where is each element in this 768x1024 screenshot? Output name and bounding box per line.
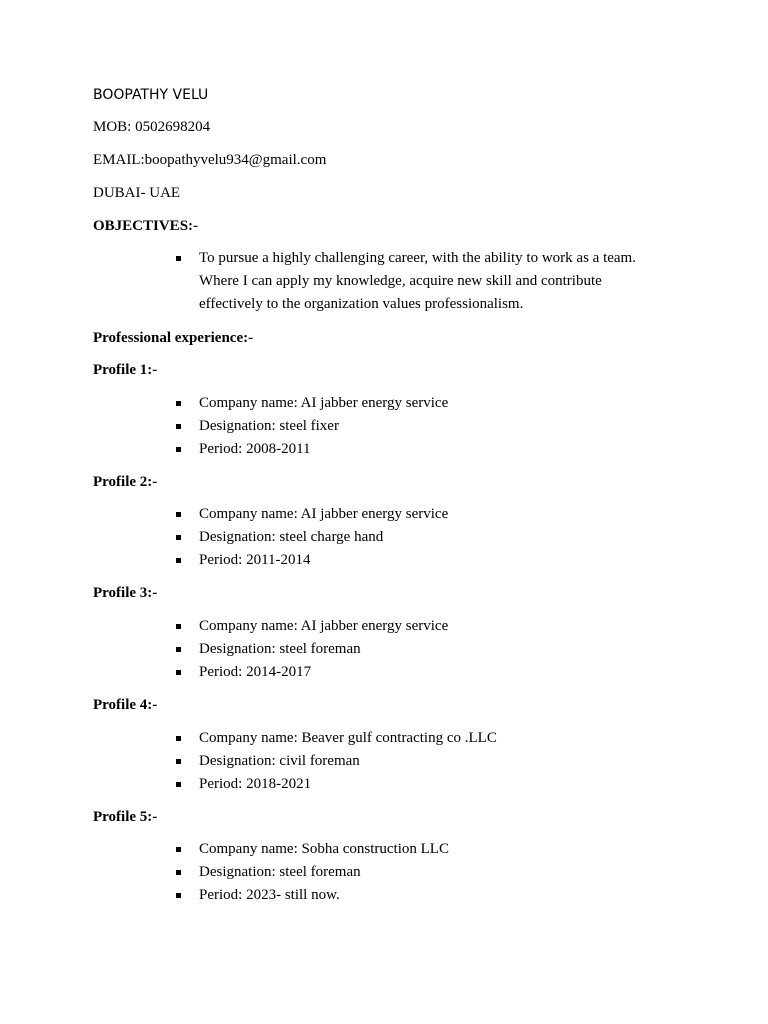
list-item (93, 838, 449, 861)
designation: Designation: steel foreman (199, 641, 361, 657)
location: DUBAI- UAE (93, 185, 181, 201)
list-item (93, 526, 448, 549)
list-item (93, 392, 448, 415)
bullet-square-icon (176, 893, 181, 898)
bullet-square-icon (176, 759, 181, 764)
profile-details (93, 615, 448, 684)
profile-title: Profile 4:- (93, 697, 158, 713)
list-item (93, 727, 497, 750)
period: Period: 2011-2014 (199, 552, 311, 568)
profile-title: Profile 1:- (93, 362, 158, 378)
objectives-list (93, 247, 669, 316)
list-item (93, 247, 669, 316)
profile-details (93, 838, 449, 907)
experience-heading: Professional experience:- (93, 330, 254, 346)
designation: Designation: civil foreman (199, 753, 360, 769)
candidate-name: BOOPATHY VELU (93, 87, 209, 103)
period: Period: 2014-2017 (199, 664, 312, 680)
company-name: Company name: AI jabber energy service (199, 618, 449, 634)
list-item (93, 503, 448, 526)
company-name: Company name: AI jabber energy service (199, 395, 449, 411)
period: Period: 2018-2021 (199, 776, 312, 792)
profile-title: Profile 2:- (93, 474, 158, 490)
company-name: Company name: AI jabber energy service (199, 506, 449, 522)
bullet-square-icon (176, 847, 181, 852)
period: Period: 2023- still now. (199, 887, 340, 903)
profile-details (93, 503, 448, 572)
bullet-square-icon (176, 870, 181, 875)
bullet-square-icon (176, 782, 181, 787)
bullet-square-icon (176, 512, 181, 517)
list-item (93, 615, 448, 638)
list-item (93, 638, 448, 661)
list-item (93, 750, 497, 773)
profile-details (93, 727, 497, 796)
designation: Designation: steel fixer (199, 418, 339, 434)
company-name: Company name: Beaver gulf contracting co .LLC (199, 730, 497, 746)
bullet-square-icon (176, 736, 181, 741)
period: Period: 2008-2011 (199, 441, 311, 457)
list-item (93, 773, 497, 796)
profile-title: Profile 3:- (93, 585, 158, 601)
bullet-square-icon (176, 647, 181, 652)
bullet-square-icon (176, 670, 181, 675)
list-item (93, 861, 449, 884)
bullet-square-icon (176, 256, 181, 261)
list-item (93, 884, 449, 907)
company-name: Company name: Sobha construction LLC (199, 841, 449, 857)
objectives-heading: OBJECTIVES:- (93, 218, 199, 234)
designation: Designation: steel foreman (199, 864, 361, 880)
list-item (93, 415, 448, 438)
list-item (93, 438, 448, 461)
profile-details (93, 392, 448, 461)
bullet-square-icon (176, 447, 181, 452)
bullet-square-icon (176, 401, 181, 406)
list-item (93, 661, 448, 684)
bullet-square-icon (176, 624, 181, 629)
bullet-square-icon (176, 424, 181, 429)
email-address: EMAIL:boopathyvelu934@gmail.com (93, 152, 327, 168)
mobile-number: MOB: 0502698204 (93, 119, 211, 135)
profile-title: Profile 5:- (93, 809, 158, 825)
bullet-square-icon (176, 535, 181, 540)
designation: Designation: steel charge hand (199, 529, 384, 545)
bullet-square-icon (176, 558, 181, 563)
list-item (93, 549, 448, 572)
objective-text: To pursue a highly challenging career, with the ability to work as a team. Where I can apply my knowledge, acquire new skill and contribute effectively to the organization values professionalism. (199, 250, 636, 312)
